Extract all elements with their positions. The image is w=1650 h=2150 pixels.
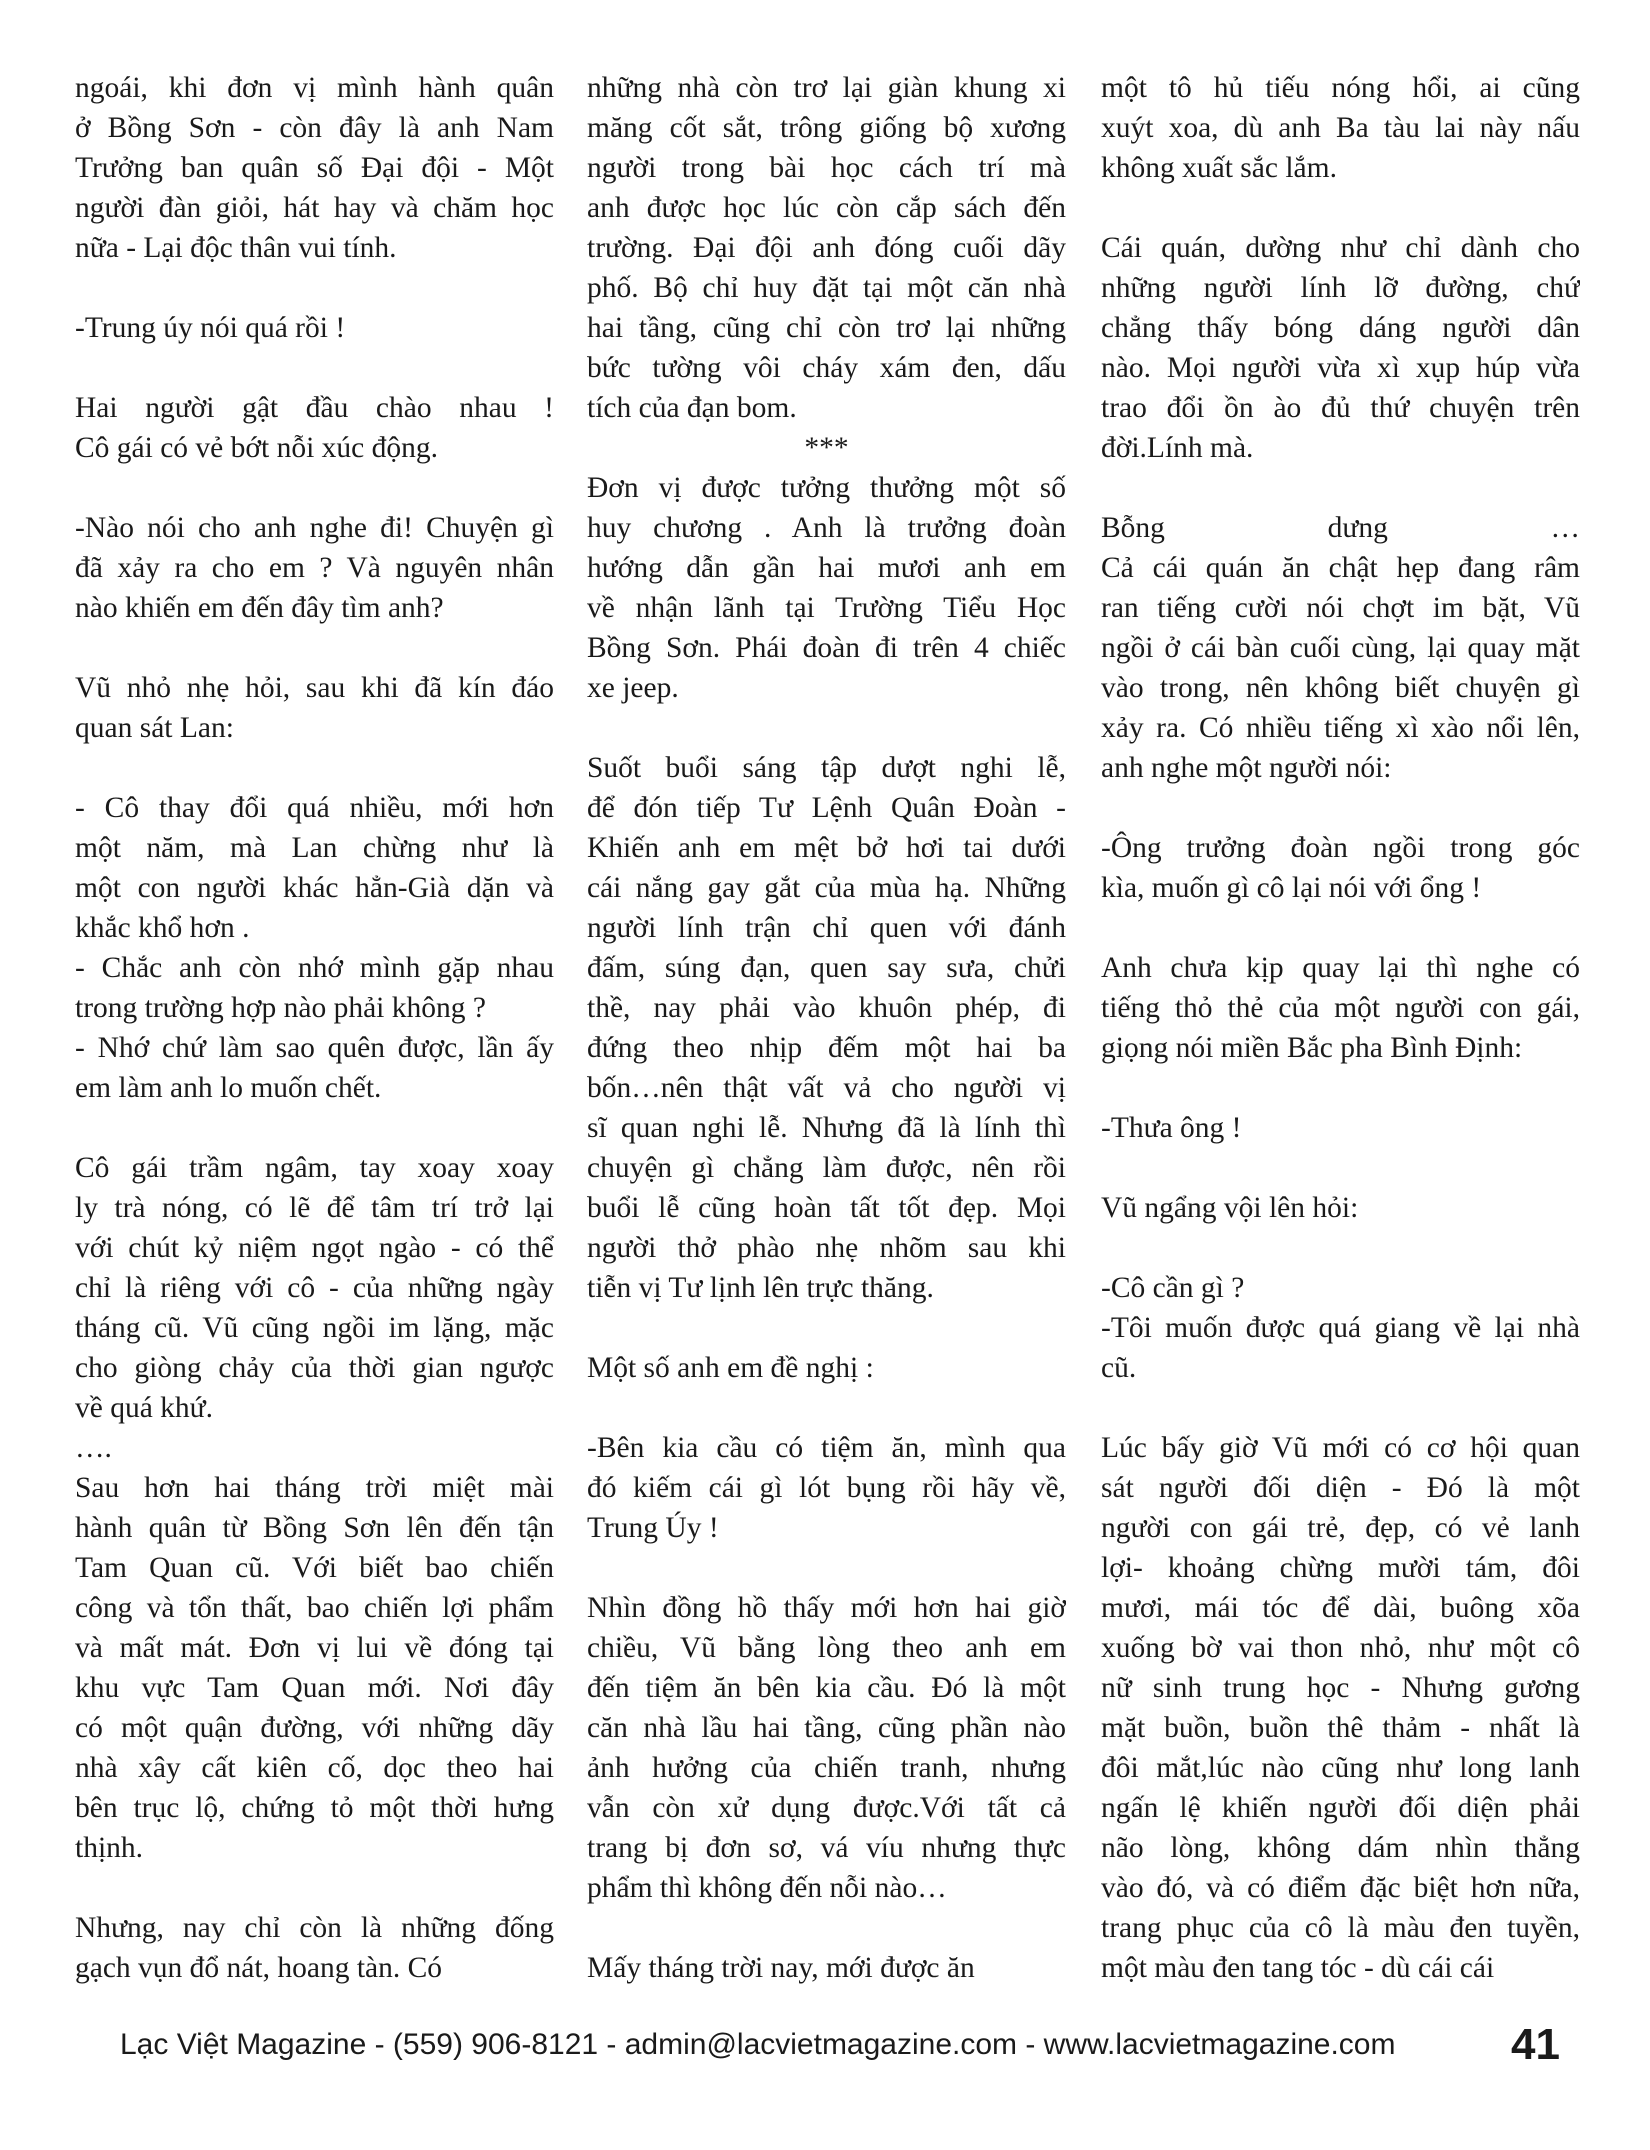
text-line: Vũ ngẩng vội lên hỏi: [1101,1192,1359,1224]
text-line: về nhận lãnh tại Trường Tiểu Học [587,592,1066,624]
text-line: não lòng, không dám nhìn thẳng [1101,1832,1580,1864]
blank-line [1101,188,1580,228]
text-line: về quá khứ. [75,1392,214,1424]
text-line: ngồi ở cái bàn cuối cùng, lại quay mặt [1101,632,1580,664]
text-line: xuống bờ vai thon nhỏ, như một cô [1101,1632,1580,1664]
text-line: tiếng thỏ thẻ của một người con gái, [1101,992,1580,1024]
text-line: sĩ quan nghi lễ. Nhưng đã là lính thì [587,1112,1066,1144]
text-line: một màu đen tang tóc - dù cái cái [1101,1952,1495,1984]
text-line: nữ sinh trung học - Nhưng gương [1101,1672,1580,1704]
text-line: ran tiếng cười nói chợt im bặt, Vũ [1101,592,1580,624]
text-line: nữa - Lại độc thân vui tính. [75,232,397,264]
text-line: lợi- khoảng chừng mười tám, đôi [1101,1552,1580,1584]
blank-line [587,708,1066,748]
text-line: căn nhà lầu hai tầng, cũng phần nào [587,1712,1066,1744]
text-line: -Thưa ông ! [1101,1112,1242,1144]
text-line: Vũ nhỏ nhẹ hỏi, sau khi đã kín đáo [75,672,554,704]
blank-line [75,628,554,668]
text-line: Tam Quan cũ. Với biết bao chiến [75,1552,554,1584]
text-line: trao đổi ồn ào đủ thứ chuyện trên [1101,392,1580,424]
text-line: xảy ra. Có nhiều tiếng xì xào nổi lên, [1101,712,1580,744]
text-line: -Cô cần gì ? [1101,1272,1245,1304]
text-line: Suốt buổi sáng tập dượt nghi lễ, [587,752,1066,784]
text-line: -Tôi muốn được quá giang về lại nhà [1101,1312,1580,1344]
text-line: - Cô thay đổi quá nhiều, mới hơn [75,792,554,824]
blank-line [587,1548,1066,1588]
page-footer [120,2020,1560,2070]
text-line: tiễn vị Tư lịnh lên trực thăng. [587,1272,934,1304]
text-line: gạch vụn đổ nát, hoang tàn. Có [75,1952,443,1984]
text-line: ảnh hưởng của chiến tranh, nhưng [587,1752,1066,1784]
blank-line [75,268,554,308]
text-line: Cô gái có vẻ bớt nỗi xúc động. [75,432,438,464]
text-line: xuýt xoa, dù anh Ba tàu lai này nấu [1101,112,1580,144]
text-line: những người lính lỡ đường, chứ [1101,272,1580,304]
text-column-3 [1101,68,1580,1998]
text-line: hành quân từ Bồng Sơn lên đến tận [75,1512,554,1544]
text-line: người trong bài học cách trí mà [587,152,1066,184]
text-line: người thở phào nhẹ nhõm sau khi [587,1232,1066,1264]
text-line: trường. Đại đội anh đóng cuối dãy [587,232,1066,264]
text-line: Sau hơn hai tháng trời miệt mài [75,1472,554,1504]
text-line: người con gái trẻ, đẹp, có vẻ lanh [1101,1512,1580,1544]
text-line: những nhà còn trơ lại giàn khung xi [587,72,1066,104]
text-line: trang bị đơn sơ, vá víu nhưng thực [587,1832,1066,1864]
text-line: mươi, mái tóc để dài, buông xõa [1101,1592,1580,1624]
footer-contact-info: Lạc Việt Magazine - (559) 906-8121 - admin@lacvietmagazine.com - www.lacvietmagazine.com [120,2028,1396,2061]
text-line: kìa, muốn gì cô lại nói với ổng ! [1101,872,1482,904]
text-line: em làm anh lo muốn chết. [75,1072,382,1104]
text-line: vào đó, và có điểm đặc biệt hơn nữa, [1101,1872,1580,1904]
text-line: để đón tiếp Tư Lệnh Quân Đoàn - [587,792,1066,824]
text-line: hướng dẫn gần hai mươi anh em [587,552,1066,584]
text-line: đứng theo nhịp đếm một hai ba [587,1032,1066,1064]
text-line: chuyện gì chẳng làm được, nên rồi [587,1152,1066,1184]
blank-line [587,1908,1066,1948]
text-line: đến tiệm ăn bên kia cầu. Đó là một [587,1672,1066,1704]
text-line: mặt buồn, buồn thê thảm - nhất là [1101,1712,1580,1744]
text-line: Lúc bấy giờ Vũ mới có cơ hội quan [1101,1432,1580,1464]
text-line: đôi mắt,lúc nào cũng như long lanh [1101,1752,1580,1784]
text-line: đời.Lính mà. [1101,432,1254,464]
text-line: Mấy tháng trời nay, mới được ăn [587,1952,975,1984]
text-line: vẫn còn xử dụng được.Với tất cả [587,1792,1066,1824]
text-line: cho giòng chảy của thời gian ngược [75,1352,554,1384]
text-line: anh nghe một người nói: [1101,752,1392,784]
text-line: Một số anh em đề nghị : [587,1352,874,1384]
text-line: giọng nói miền Bắc pha Bình Định: [1101,1032,1523,1064]
text-line: bức tường vôi cháy xám đen, dấu [587,352,1066,384]
text-line: chẳng thấy bóng dáng người dân [1101,312,1580,344]
text-line: với chút kỷ niệm ngọt ngào - có thể [75,1232,554,1264]
text-line: buổi lễ cũng hoàn tất tốt đẹp. Mọi [587,1192,1066,1224]
text-line: khu vực Tam Quan mới. Nơi đây [75,1672,554,1704]
text-line: - Nhớ chứ làm sao quên được, lần ấy [75,1032,554,1064]
text-line: thịnh. [75,1832,144,1864]
text-line: Bồng Sơn. Phái đoàn đi trên 4 chiếc [587,632,1066,664]
text-line: Khiến anh em mệt bở hơi tai dưới [587,832,1066,864]
text-line: phố. Bộ chỉ huy đặt tại một căn nhà [587,272,1066,304]
blank-line [75,468,554,508]
text-line: chiều, Vũ bằng lòng theo anh em [587,1632,1066,1664]
blank-line [75,748,554,788]
text-line: trang phục của cô là màu đen tuyền, [1101,1912,1580,1944]
text-line: huy chương . Anh là trưởng đoàn [587,512,1066,544]
text-line: người lính trận chỉ quen với đánh [587,912,1066,944]
blank-line [1101,1388,1580,1428]
blank-line [75,1108,554,1148]
text-line: Cái quán, dường như chỉ dành cho [1101,232,1580,264]
text-line: Trung Úy ! [587,1512,719,1544]
text-line: bên trục lộ, chứng tỏ một thời hưng [75,1792,554,1824]
text-line: phẩm thì không đến nỗi nào… [587,1872,947,1904]
blank-line [1101,908,1580,948]
text-line: bốn…nên thật vất vả cho người vị [587,1072,1066,1104]
text-line: khắc khổ hơn . [75,912,250,944]
text-line: không xuất sắc lắm. [1101,152,1337,184]
text-line: đấm, súng đạn, quen say sưa, chửi [587,952,1066,984]
text-line: xe jeep. [587,672,679,704]
text-line: tháng cũ. Vũ cũng ngồi im lặng, mặc [75,1312,554,1344]
text-line: …. [75,1432,112,1464]
text-line: ở Bồng Sơn - còn đây là anh Nam [75,112,554,144]
text-line: người đàn giỏi, hát hay và chăm học [75,192,554,224]
text-line: Anh chưa kịp quay lại thì nghe có [1101,952,1580,984]
text-line: măng cốt sắt, trông giống bộ xương [587,112,1066,144]
text-line: anh được học lúc còn cắp sách đến [587,192,1066,224]
blank-line [1101,468,1580,508]
text-line: -Bên kia cầu có tiệm ăn, mình qua [587,1432,1066,1464]
blank-line [1101,1228,1580,1268]
blank-line [1101,1148,1580,1188]
text-line: Nhưng, nay chỉ còn là những đống [75,1912,554,1944]
text-line: *** [804,432,849,464]
text-line: - Chắc anh còn nhớ mình gặp nhau [75,952,554,984]
text-line: -Ông trưởng đoàn ngồi trong góc [1101,832,1580,864]
blank-line [1101,788,1580,828]
text-line: công và tổn thất, bao chiến lợi phẩm [75,1592,554,1624]
text-line: cũ. [1101,1352,1137,1384]
text-line: ngấn lệ khiến người đối diện phải [1101,1792,1580,1824]
text-line: -Trung úy nói quá rồi ! [75,312,346,344]
blank-line [587,1388,1066,1428]
page-number: 41 [1511,2020,1560,2069]
text-line: Đơn vị được tưởng thưởng một số [587,472,1066,504]
text-line: ngoái, khi đơn vị mình hành quân [75,72,554,104]
text-line: nào. Mọi người vừa xì xụp húp vừa [1101,352,1580,384]
text-line: Hai người gật đầu chào nhau ! [75,392,554,424]
blank-line [75,1868,554,1908]
text-line: tích của đạn bom. [587,392,797,424]
text-line: Cả cái quán ăn chật hẹp đang râm [1101,552,1580,584]
text-line: đó kiếm cái gì lót bụng rồi hãy về, [587,1472,1066,1504]
text-line: một con người khác hẳn-Già dặn và [75,872,554,904]
text-line: chỉ là riêng với cô - của những ngày [75,1272,554,1304]
text-line: Nhìn đồng hồ thấy mới hơn hai giờ [587,1592,1066,1624]
text-line: thề, nay phải vào khuôn phép, đi [587,992,1066,1024]
text-line: hai tầng, cũng chỉ còn trơ lại những [587,312,1066,344]
blank-line [1101,1068,1580,1108]
text-line: và mất mát. Đơn vị lui về đóng tại [75,1632,554,1664]
text-line: Trưởng ban quân số Đại đội - Một [75,152,554,184]
text-line: một tô hủ tiếu nóng hổi, ai cũng [1101,72,1580,104]
text-line: một năm, mà Lan chừng như là [75,832,554,864]
text-line: -Nào nói cho anh nghe đi! Chuyện gì [75,512,554,544]
text-line: quan sát Lan: [75,712,234,744]
text-line: có một quận đường, với những dãy [75,1712,554,1744]
text-line: vào trong, nên không biết chuyện gì [1101,672,1580,704]
text-line: Cô gái trầm ngâm, tay xoay xoay [75,1152,554,1184]
text-column-2 [587,68,1066,1998]
text-line: ly trà nóng, có lẽ để tâm trí trở lại [75,1192,554,1224]
text-line: nào khiến em đến đây tìm anh? [75,592,444,624]
text-line: trong trường hợp nào phải không ? [75,992,486,1024]
text-column-1 [75,68,554,1998]
text-line: cái nắng gay gắt của mùa hạ. Những [587,872,1066,904]
text-line: sát người đối diện - Đó là một [1101,1472,1580,1504]
blank-line [75,348,554,388]
blank-line [587,1308,1066,1348]
text-line: Bỗng dưng … [1101,512,1580,544]
text-line: nhà xây cất kiên cố, dọc theo hai [75,1752,554,1784]
text-line: đã xảy ra cho em ? Và nguyên nhân [75,552,554,584]
